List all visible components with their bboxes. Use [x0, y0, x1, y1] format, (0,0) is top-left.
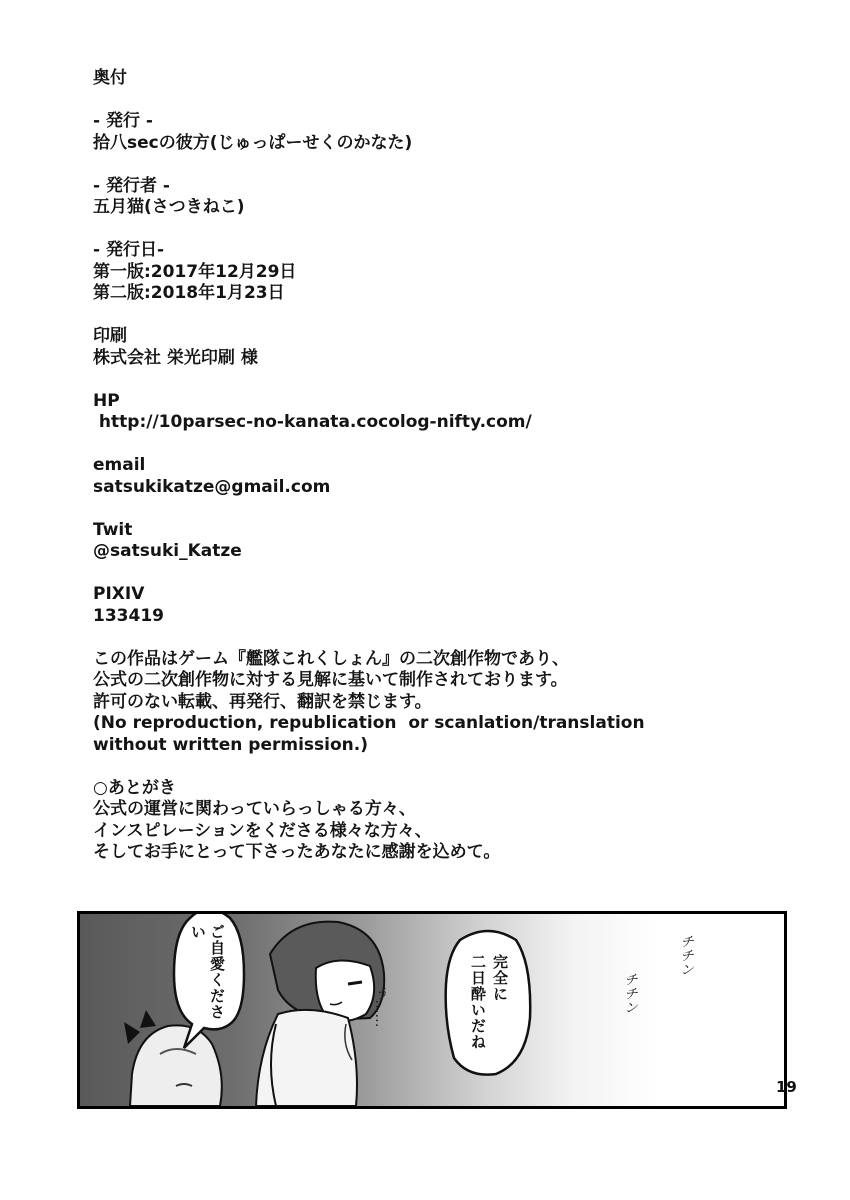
author-value: 五月猫(さつきねこ)	[93, 197, 245, 217]
notice-line: (No reproduction, republication or scanlation/translation	[93, 713, 645, 733]
page-number: 19	[776, 1078, 797, 1096]
printing-label: 印刷	[93, 326, 127, 346]
printing-section	[93, 326, 733, 369]
homepage-url: http://10parsec-no-kanata.cocolog-nifty.com/	[93, 412, 532, 432]
notice-line: without written permission.)	[93, 734, 369, 755]
notice-line: 公式の二次創作物に対する見解に基いて制作されております。	[93, 670, 568, 690]
colophon	[93, 68, 733, 885]
notice-line: 許可のない転載、再発行、翻訳を禁じます。	[93, 691, 432, 712]
second-edition-date: 第二版:2018年1月23日	[93, 283, 285, 303]
author-section	[93, 176, 733, 219]
twitter-label: Twit	[93, 519, 133, 540]
homepage-label: HP	[93, 390, 120, 411]
publisher-label: - 発行 -	[93, 111, 153, 131]
twitter-section	[93, 520, 733, 563]
pixiv-label: PIXIV	[93, 584, 145, 604]
pixiv-id: 133419	[93, 605, 164, 626]
dates-label: - 発行日-	[93, 240, 165, 260]
speech-left-text: ご自愛ください	[189, 924, 226, 1020]
speech-bubble-right	[446, 931, 531, 1075]
boy-character	[256, 922, 384, 1106]
sfx-chirp-2: チチン	[622, 972, 638, 1014]
sfx-groan: う……	[372, 986, 388, 1028]
publisher-section	[93, 111, 733, 154]
publisher-value: 拾八secの彼方(じゅっぱーせくのかなた)	[93, 132, 413, 153]
afterword-line: インスピレーションをくださる様々な方々、	[93, 820, 432, 841]
author-label: - 発行者 -	[93, 175, 170, 196]
afterword-line: 公式の運営に関わっていらっしゃる方々、	[93, 799, 416, 819]
email-section	[93, 455, 733, 498]
afterword-label: ○あとがき	[93, 777, 176, 798]
notice-line: この作品はゲーム『艦隊これくしょん』の二次創作物であり、	[93, 648, 569, 669]
notice-section	[93, 649, 733, 757]
afterword-section	[93, 778, 733, 864]
speech-right-text-1: 完全に	[491, 954, 509, 1002]
twitter-handle: @satsuki_Katze	[93, 541, 242, 561]
email-value: satsukikatze@gmail.com	[93, 476, 331, 497]
afterword-line: そしてお手にとって下さったあなたに感謝を込めて。	[93, 842, 501, 862]
colophon-heading-section	[93, 68, 733, 90]
email-label: email	[93, 455, 146, 475]
printing-value: 株式会社 栄光印刷 様	[93, 347, 258, 368]
sfx-chirp-1: チチン	[678, 934, 694, 976]
speech-right-text-2: 二日酔いだね	[469, 954, 487, 1050]
colophon-heading: 奥付	[93, 68, 127, 88]
first-edition-date: 第一版:2017年12月29日	[93, 261, 297, 282]
pixiv-section	[93, 584, 733, 627]
dates-section	[93, 240, 733, 305]
manga-panel	[77, 911, 787, 1109]
homepage-section	[93, 391, 733, 434]
